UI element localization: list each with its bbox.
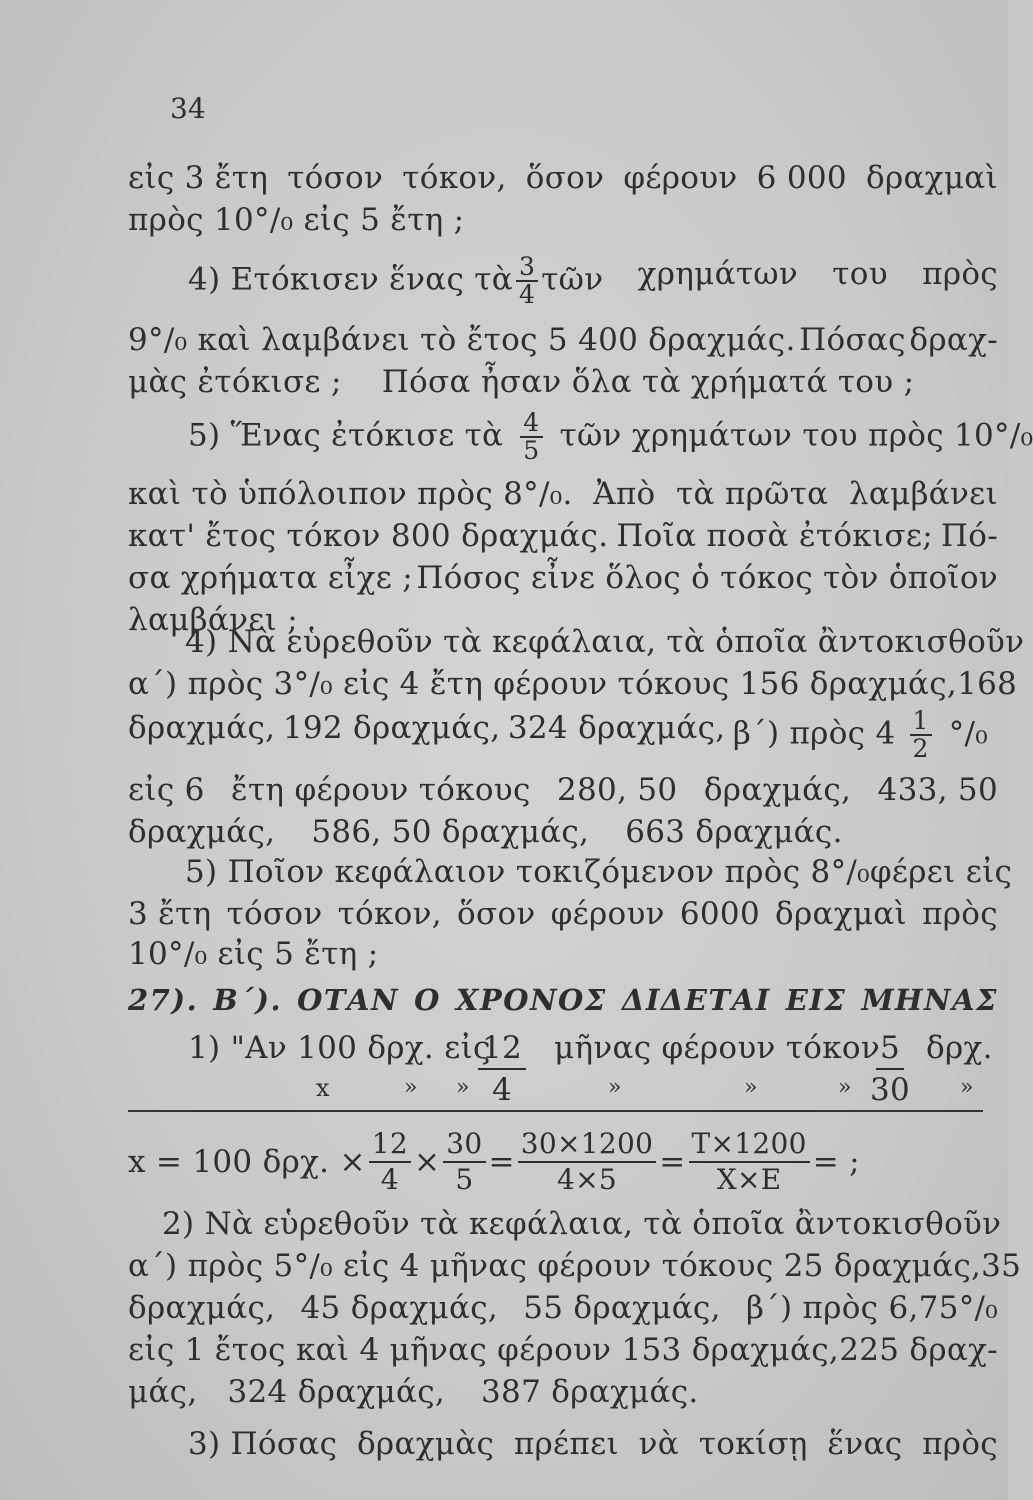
text-line: κατ' ἔτος τόκον 800 δραχμάς. Ποῖα ποσὰ ἐτόκισε; Πό- (128, 518, 998, 554)
text-line: μάς, 324 δραχμάς, 387 δραχμάς. (128, 1374, 699, 1410)
text-line: 4) Ετόκισεν ἕνας τὰ $\frac{3}{4}$ τῶν χρημάτων του πρὸς (188, 252, 998, 309)
text-line: μὰς ἐτόκισε ; Πόσα ἦσαν ὅλα τὰ χρήματά του ; (128, 364, 915, 400)
text-line: σα χρήματα εἶχε ; Πόσος εἶνε ὅλος ὁ τόκος τὸν ὁποῖον (128, 560, 998, 596)
fraction: $\frac{T\times 1200}{X\times E}$ (689, 1127, 810, 1197)
text-line: εἰς 1 ἔτος καὶ 4 μῆνας φέρουν 153 δραχμάς, 225 δραχ- (128, 1332, 998, 1368)
proportion-row: 1) "Αν 100 δρχ. εἰς 12 4 μῆνας φέρουν τόκον 5 30 δρχ. x » » » » » » (188, 1030, 993, 1108)
fraction: $\frac{3}{4}$ (516, 254, 538, 308)
text-line: δραχμάς, 586, 50 δραχμάς, 663 δραχμάς. (128, 814, 843, 850)
formula-row: x = 100 δρχ. × $\frac{12}{4}$ × $\frac{30}{5}$ = $\frac{30\times 1200}{4\times 5}$ = $\frac{T\times 1200}{X\times E}$ = ; (128, 1127, 860, 1196)
divider-rule (128, 1110, 983, 1112)
text-line: 9°/₀ καὶ λαμβάνει τὸ ἔτος 5 400 δραχμάς. Πόσας δραχ- (128, 322, 998, 358)
text-line: 10°/₀ εἰς 5 ἔτη ; (128, 936, 379, 972)
text-line: α΄) πρὸς 5°/₀ εἰς 4 μῆνας φέρουν τόκους 25 δραχμάς, 35 (128, 1248, 1022, 1284)
text-line: καὶ τὸ ὑπόλοιπον πρὸς 8°/₀. Ἀπὸ τὰ πρῶτα λαμβάνει (128, 476, 998, 512)
section-heading: 27). Β΄). ΟΤΑΝ Ο ΧΡΟΝΟΣ ΔΙΔΕΤΑΙ ΕΙΣ ΜΗΝΑΣ (128, 983, 998, 1017)
text-line: πρὸς 10°/₀ εἰς 5 ἔτη ; (128, 202, 465, 238)
fraction: $\frac{30\times 1200}{4\times 5}$ (518, 1127, 656, 1197)
fraction: 12 4 (478, 1028, 526, 1110)
text-line: 3) Πόσας δραχμὰς πρέπει νὰ τοκίσῃ ἕνας πρὸς (188, 1426, 998, 1462)
fraction: $\frac{30}{5}$ (443, 1127, 485, 1197)
page-number: 34 (170, 92, 206, 125)
text-line: εἰς 6 ἔτη φέρουν τόκους 280, 50 δραχμάς, 433, 50 (128, 772, 998, 808)
text-line: εἰς 3 ἔτη τόσον τόκον, ὅσον φέρουν 6 000 δραχμαὶ (128, 160, 998, 196)
text-line: δραχμάς, 192 δραχμάς, 324 δραχμάς, β΄) πρὸς 4 $\frac{1}{2}$ °/₀ (128, 706, 988, 763)
text-line: 4) Νὰ εὑρεθοῦν τὰ κεφάλαια, τὰ ὁποῖα ἂν τοκισθοῦν (185, 624, 1025, 660)
text-line: 3 ἔτη τόσον τόκον, ὅσον φέρουν 6000 δραχμαὶ πρὸς (128, 896, 998, 932)
text-line: λαμβάνει ; (128, 602, 298, 638)
fraction: $\frac{4}{5}$ (520, 410, 542, 464)
text-line: 5) Ποῖον κεφάλαιον τοκιζόμενον πρὸς 8°/₀ φέρει εἰς (185, 854, 1013, 890)
fraction: $\frac{12}{4}$ (369, 1127, 411, 1197)
fraction: 5 30 (870, 1030, 911, 1108)
text-line: 5) Ἕνας ἐτόκισε τὰ $\frac{4}{5}$ τῶν χρημάτων του πρὸς 10°/₀ (188, 408, 1033, 465)
text-line: 2) Νὰ εὑρεθοῦν τὰ κεφάλαια, τὰ ὁποῖα ἂν τοκισθοῦν (162, 1206, 1002, 1242)
fraction: $\frac{1}{2}$ (910, 708, 932, 762)
text-line: δραχμάς, 45 δραχμάς, 55 δραχμάς, β΄) πρὸς 6,75°/₀ (128, 1290, 998, 1326)
text-line: α΄) πρὸς 3°/₀ εἰς 4 ἔτη φέρουν τόκους 156 δραχμάς, 168 (128, 666, 1018, 702)
